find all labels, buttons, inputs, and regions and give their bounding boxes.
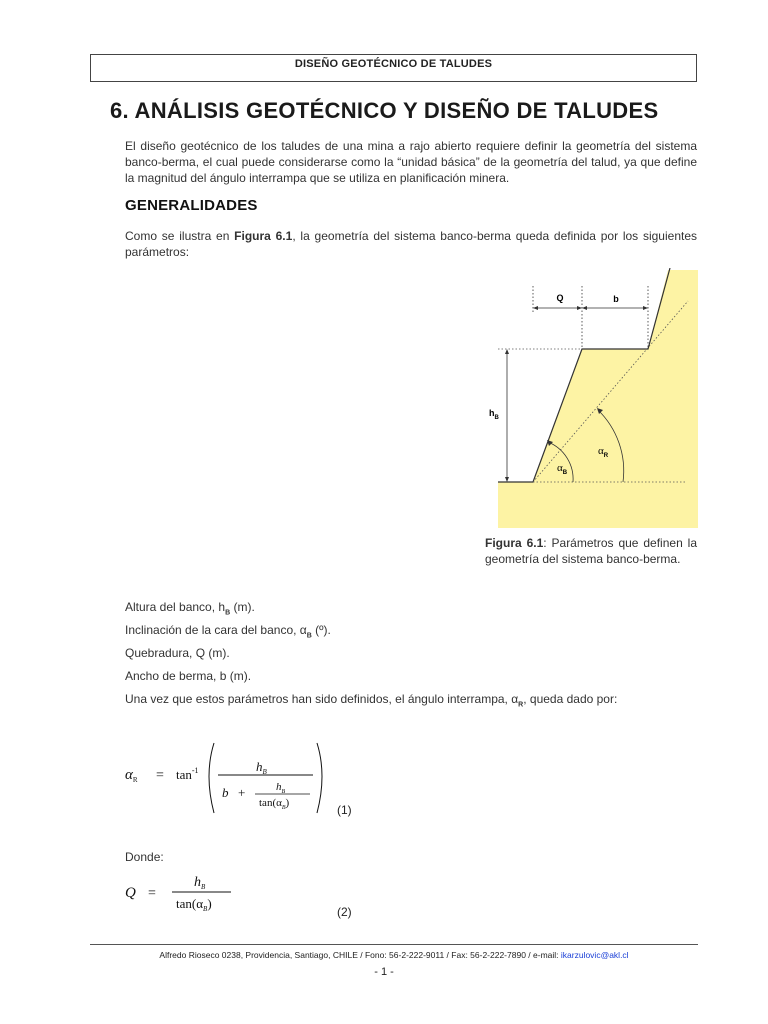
eq1-inner-denominator: $\tan(\alpha_B)$ <box>259 797 290 811</box>
lead-text-end: , la geometría del sistema banco-berma queda definida por los siguientes parámetros: <box>125 229 697 259</box>
page-header <box>90 54 697 82</box>
lead-paragraph <box>125 228 697 260</box>
param-bench-height: Altura del banco, $h_B$ (m). <box>125 600 255 617</box>
eq1-den-b: b <box>222 785 229 800</box>
eq2-numerator: $h_B$ <box>194 875 206 891</box>
intro-paragraph: El diseño geotécnico de los taludes de una mina a rajo abierto requiere definir la geometría del sistema banco-berma, el cual puede considerarse como la “unidad básica” de la geometría del talud, ya que define la magnitud del ángulo interrampa que se utiliza en planificación minera. <box>125 139 697 185</box>
rock-mass-fill <box>498 270 698 528</box>
eq1-left-paren <box>209 743 214 813</box>
label-alpha-r: $\alpha_R$ <box>598 445 609 459</box>
eq1-lhs: $\alpha_R$ <box>125 767 138 784</box>
eq1-numerator: $h_B$ <box>256 759 267 776</box>
figure-reference: Figura 6.1 <box>234 229 293 243</box>
figure-bench-berm-geometry <box>480 268 700 530</box>
header-title: DISEÑO GEOTÉCNICO DE TALUDES <box>294 58 493 70</box>
b-arrow-right <box>643 306 648 310</box>
equation-1 <box>120 735 360 820</box>
eq2-denominator: $\tan(\alpha_B)$ <box>176 896 212 913</box>
q-arrow-right <box>577 306 582 310</box>
param-face-inclination: Inclinación de la cara del banco, $\alpha_B$ (º). <box>125 623 331 640</box>
donde-label: Donde: <box>125 850 164 864</box>
page-number: - 1 - <box>374 966 394 978</box>
hb-arrow-bottom <box>505 477 509 482</box>
eq2-number: (2) <box>337 905 352 919</box>
eq1-number: (1) <box>337 803 352 817</box>
q-arrow-left <box>533 306 538 310</box>
page-footer <box>90 950 698 960</box>
label-alpha-b: $\alpha_B$ <box>557 462 568 476</box>
label-hb: $h_B$ <box>489 408 499 421</box>
eq1-right-paren <box>317 743 322 813</box>
param-berm-width: Ancho de berma, b (m). <box>125 669 252 683</box>
eq2-equals: = <box>148 886 156 901</box>
eq1-inner-numerator: $h_B$ <box>276 781 286 795</box>
chapter-title: 6. ANÁLISIS GEOTÉCNICO Y DISEÑO DE TALUDES <box>110 98 659 123</box>
equation-2 <box>120 868 360 923</box>
lead-text: Como se ilustra en <box>125 229 235 243</box>
param-quebradura: Quebradura, Q (m). <box>125 646 230 660</box>
caption-text: : Parámetros que definen la geometría del sistema banco-berma. <box>485 536 697 566</box>
eq1-equals: = <box>156 768 164 783</box>
footer-contact: Alfredo Rioseco 0238, Providencia, Santiago, CHILE / Fono: 56-2-222-9011 / Fax: 56-2-222-7890 / e-mail: <box>159 950 561 960</box>
hb-arrow-top <box>505 349 509 354</box>
b-arrow-left <box>582 306 587 310</box>
caption-reference: Figura 6.1 <box>485 536 544 550</box>
conclusion-line: Una vez que estos parámetros han sido definidos, el ángulo interrampa, $\alpha_R$, queda dado por: <box>125 692 618 709</box>
section-title: GENERALIDADES <box>125 197 258 214</box>
label-q: Q <box>556 293 564 303</box>
footer-email-link[interactable]: ikarzulovic@akl.cl <box>560 950 629 960</box>
eq1-den-plus: + <box>238 785 246 800</box>
label-b: b <box>613 294 619 304</box>
figure-caption <box>485 535 697 567</box>
eq1-function: $\tan^{-1}$ <box>176 766 199 782</box>
eq2-lhs: Q <box>125 885 136 901</box>
footer-rule <box>90 944 698 945</box>
